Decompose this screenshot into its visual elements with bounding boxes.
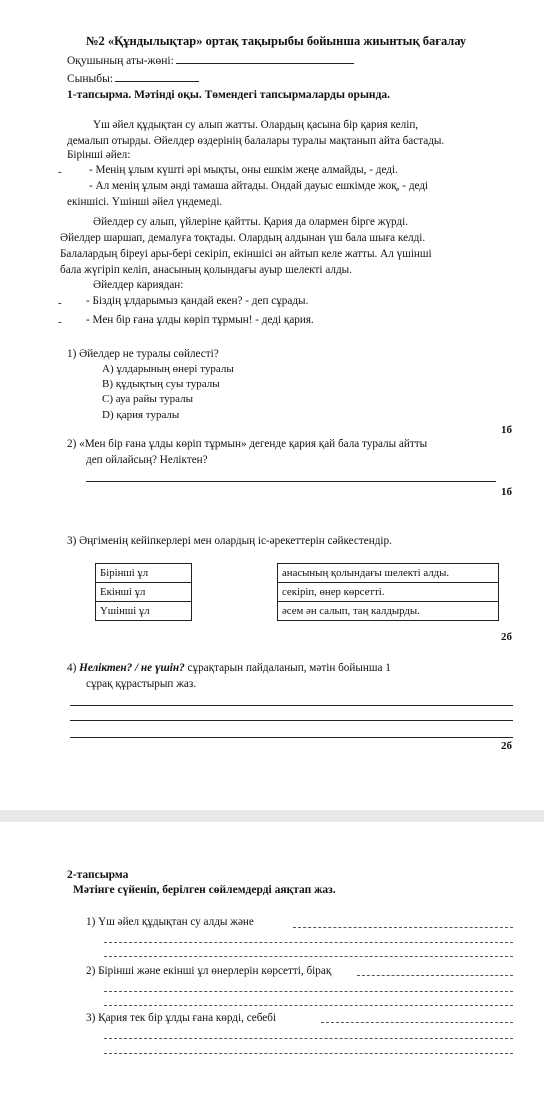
answer-dotted-line[interactable] [104,942,513,943]
class-label: Сыныбы: [67,73,114,85]
question-4-rest: сұрақтарын пайдаланып, мәтін бойынша 1 [184,662,391,674]
bullet-dash: - [58,166,62,178]
student-name-blank[interactable] [176,52,354,64]
answer-dotted-line[interactable] [104,956,513,957]
question-4-prefix: 4) [67,662,80,674]
characters-table [95,563,192,621]
question-4-line2: сұрақ құрастырып жаз. [86,678,197,690]
answer-dotted-line[interactable] [104,1038,513,1039]
answer-dotted-line[interactable] [104,1053,513,1054]
student-name-field [67,52,354,67]
class-blank[interactable] [115,70,199,82]
page-title: №2 «Құндылықтар» ортақ тақырыбы бойынша жиынтық бағалау [86,34,467,48]
answer-line[interactable] [70,737,513,738]
option-c[interactable]: C) ауа райы туралы [102,393,193,405]
question-4-line1 [67,662,391,674]
text-line: - Мен бір ғана ұлды көріп тұрмын! - деді қария. [86,314,314,326]
sentence-2: 2) Бірінші және екінші ұл өнерлерін көрсетті, бірақ [86,965,332,977]
question-4-emphasis: Неліктен? / не үшін? [79,662,185,674]
answer-line[interactable] [70,720,513,721]
option-d[interactable]: D) қария туралы [102,409,180,421]
answer-dotted-line[interactable] [321,1022,513,1023]
score-q2: 1б [501,486,512,498]
answer-line[interactable] [70,705,513,706]
option-b[interactable]: B) құдықтың суы туралы [102,378,220,390]
actions-table [277,563,499,621]
character-cell[interactable]: Бірінші ұл [96,564,192,583]
character-cell[interactable]: Үшінші ұл [96,602,192,621]
text-line: Балалардың біреуі ары-бері секіріп, екіншісі ән айтып келе жатты. Ал үшінші [60,248,432,260]
option-a[interactable]: A) ұлдарының өнері туралы [102,363,234,375]
question-2-line1: 2) «Мен бір ғана ұлды көріп тұрмын» дегенде қария қай бала туралы айтты [67,438,428,450]
class-field [67,70,199,85]
text-line: бала жүгіріп келіп, анасының қолындағы ауыр шелекті алды. [60,264,352,276]
bullet-dash: - [58,316,62,328]
question-3: 3) Әңгіменің кейіпкерлері мен олардың іс-әрекеттерін сәйкестендір. [67,535,392,547]
text-line: демалып отырды. Әйелдер өздерінің балалары туралы мақтанып айта бастады. [67,135,445,147]
question-2-line2: деп ойлайсың? Неліктен? [86,454,208,466]
text-line: - Менің ұлым күшті әрі мықты, оны ешкім жеңе алмайды, - деді. [89,164,398,176]
question-1: 1) Әйелдер не туралы сөйлесті? [67,348,219,360]
score-q4: 2б [501,740,512,752]
task1-heading: 1-тапсырма. Мәтінді оқы. Төмендегі тапсырмаларды орында. [67,89,391,101]
text-line: Әйелдер кариядан: [93,279,184,291]
answer-dotted-line[interactable] [293,927,513,928]
task2-heading: 2-тапсырма [67,869,129,881]
student-name-label: Оқушының аты-жөні: [67,55,174,67]
sentence-1: 1) Үш әйел құдықтан су алды және [86,916,254,928]
text-line: - Біздің ұлдарымыз қандай екен? - деп сұрады. [86,295,309,307]
worksheet-page-2 [0,822,544,1100]
action-cell[interactable]: секіріп, өнер көрсетті. [278,583,499,602]
score-q1: 1б [501,424,512,436]
character-cell[interactable]: Екінші ұл [96,583,192,602]
text-line: Бірінші әйел: [67,149,131,161]
bullet-dash: - [58,297,62,309]
text-line: Үш әйел құдықтан су алып жатты. Олардың қасына бір қария келіп, [93,119,419,131]
action-cell[interactable]: әсем ән салып, таң калдырды. [278,602,499,621]
text-line: - Ал менің ұлым әнді тамаша айтады. Ондай дауыс ешкімде жоқ, - деді [89,180,429,192]
score-q3: 2б [501,631,512,643]
text-line: Әйелдер су алып, үйлеріне қайтты. Қария да олармен бірге жүрді. [93,216,409,228]
page-gap [0,810,544,822]
answer-dotted-line[interactable] [104,991,513,992]
answer-dotted-line[interactable] [357,975,513,976]
sentence-3: 3) Қария тек бір ұлды ғана көрді, себебі [86,1012,277,1024]
task2-instruction: Мәтінге сүйеніп, берілген сөйлемдерді аяқтап жаз. [73,884,336,896]
action-cell[interactable]: анасының қолындағы шелекті алды. [278,564,499,583]
answer-line[interactable] [86,481,496,482]
text-line: екіншісі. Үшінші әйел үндемеді. [67,196,223,208]
answer-dotted-line[interactable] [104,1005,513,1006]
text-line: Әйелдер шаршап, демалуға тоқтады. Олардың алдынан үш бала шыға келді. [60,232,426,244]
